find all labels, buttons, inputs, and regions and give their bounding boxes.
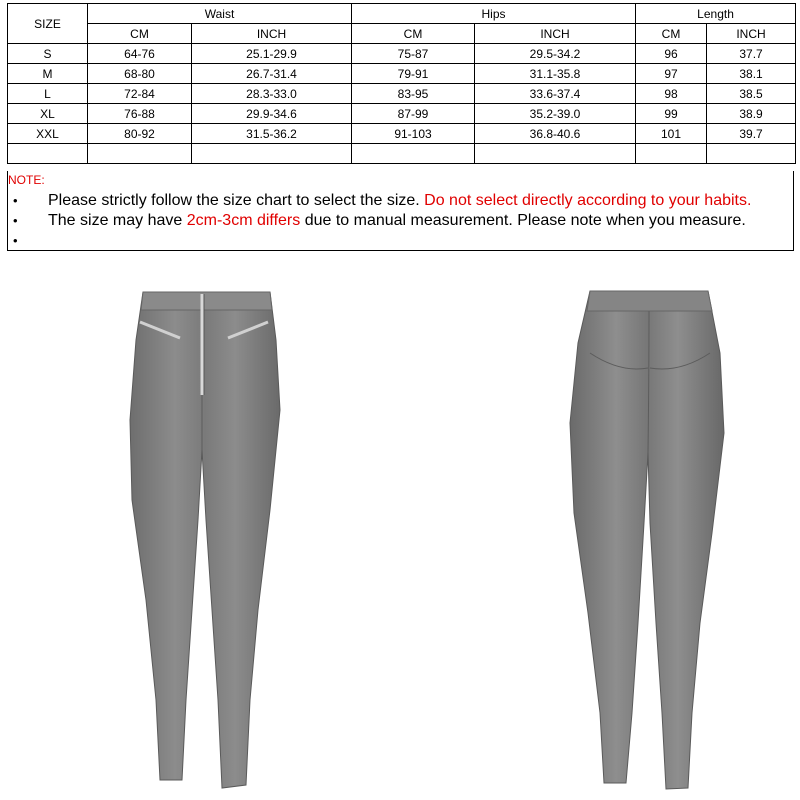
waist-header: Waist bbox=[88, 4, 352, 24]
hips-header: Hips bbox=[352, 4, 636, 24]
table-cell: 39.7 bbox=[707, 124, 796, 144]
note-text-black: Please strictly follow the size chart to select the size. bbox=[48, 192, 425, 209]
note-text-red: 2cm-3cm differs bbox=[186, 212, 301, 229]
pants-back-body bbox=[570, 291, 724, 789]
table-row bbox=[8, 84, 796, 104]
table-cell: 97 bbox=[636, 64, 707, 84]
table-cell: 76-88 bbox=[88, 104, 192, 124]
table-cell: 31.1-35.8 bbox=[475, 64, 636, 84]
empty-cell bbox=[8, 144, 88, 164]
table-cell: 29.9-34.6 bbox=[192, 104, 352, 124]
size-cell: XXL bbox=[8, 124, 88, 144]
table-cell: 38.1 bbox=[707, 64, 796, 84]
table-row-empty bbox=[8, 144, 796, 164]
table-cell: 72-84 bbox=[88, 84, 192, 104]
note-label: NOTE: bbox=[8, 173, 45, 187]
size-cell: M bbox=[8, 64, 88, 84]
note-text-red: Do not select directly according to your habits. bbox=[424, 192, 752, 209]
subheader: INCH bbox=[475, 24, 636, 44]
table-cell: 87-99 bbox=[352, 104, 475, 124]
table-cell: 83-95 bbox=[352, 84, 475, 104]
table-cell: 68-80 bbox=[88, 64, 192, 84]
table-cell: 38.5 bbox=[707, 84, 796, 104]
subheader: CM bbox=[88, 24, 192, 44]
size-cell: L bbox=[8, 84, 88, 104]
table-subheader-row bbox=[8, 24, 796, 44]
note-text-black: The size may have bbox=[48, 212, 187, 229]
empty-cell bbox=[636, 144, 707, 164]
table-cell: 64-76 bbox=[88, 44, 192, 64]
bullet: • bbox=[13, 213, 18, 228]
note-text-black: due to manual measurement. Please note when you measure. bbox=[300, 212, 746, 229]
table-cell: 33.6-37.4 bbox=[475, 84, 636, 104]
empty-cell bbox=[88, 144, 192, 164]
size-cell: S bbox=[8, 44, 88, 64]
length-header: Length bbox=[636, 4, 796, 24]
subheader: CM bbox=[352, 24, 475, 44]
table-row bbox=[8, 124, 796, 144]
table-cell: 29.5-34.2 bbox=[475, 44, 636, 64]
subheader: CM bbox=[636, 24, 707, 44]
pants-front-image bbox=[110, 280, 310, 795]
subheader: INCH bbox=[192, 24, 352, 44]
empty-cell bbox=[192, 144, 352, 164]
table-row bbox=[8, 104, 796, 124]
table-cell: 28.3-33.0 bbox=[192, 84, 352, 104]
note-text bbox=[48, 191, 751, 211]
table-cell: 80-92 bbox=[88, 124, 192, 144]
back-waistband bbox=[587, 291, 712, 311]
table-row bbox=[8, 64, 796, 84]
pants-back-image bbox=[560, 283, 740, 795]
table-cell: 98 bbox=[636, 84, 707, 104]
note-box bbox=[7, 171, 794, 251]
table-cell: 25.1-29.9 bbox=[192, 44, 352, 64]
empty-cell bbox=[707, 144, 796, 164]
table-cell: 79-91 bbox=[352, 64, 475, 84]
table-cell: 91-103 bbox=[352, 124, 475, 144]
table-cell: 75-87 bbox=[352, 44, 475, 64]
note-text bbox=[48, 211, 746, 231]
empty-cell bbox=[352, 144, 475, 164]
waistband bbox=[141, 292, 272, 310]
size-chart-table bbox=[7, 3, 796, 164]
table-row bbox=[8, 44, 796, 64]
table-cell: 101 bbox=[636, 124, 707, 144]
table-cell: 99 bbox=[636, 104, 707, 124]
table-header-row bbox=[8, 4, 796, 24]
table-cell: 37.7 bbox=[707, 44, 796, 64]
pants-front-body bbox=[130, 292, 280, 788]
table-cell: 35.2-39.0 bbox=[475, 104, 636, 124]
table-cell: 38.9 bbox=[707, 104, 796, 124]
table-cell: 96 bbox=[636, 44, 707, 64]
table-cell: 26.7-31.4 bbox=[192, 64, 352, 84]
empty-cell bbox=[475, 144, 636, 164]
size-cell: XL bbox=[8, 104, 88, 124]
bullet: • bbox=[13, 193, 18, 208]
subheader: INCH bbox=[707, 24, 796, 44]
table-cell: 36.8-40.6 bbox=[475, 124, 636, 144]
bullet: • bbox=[13, 233, 18, 248]
table-cell: 31.5-36.2 bbox=[192, 124, 352, 144]
size-header: SIZE bbox=[8, 4, 88, 44]
